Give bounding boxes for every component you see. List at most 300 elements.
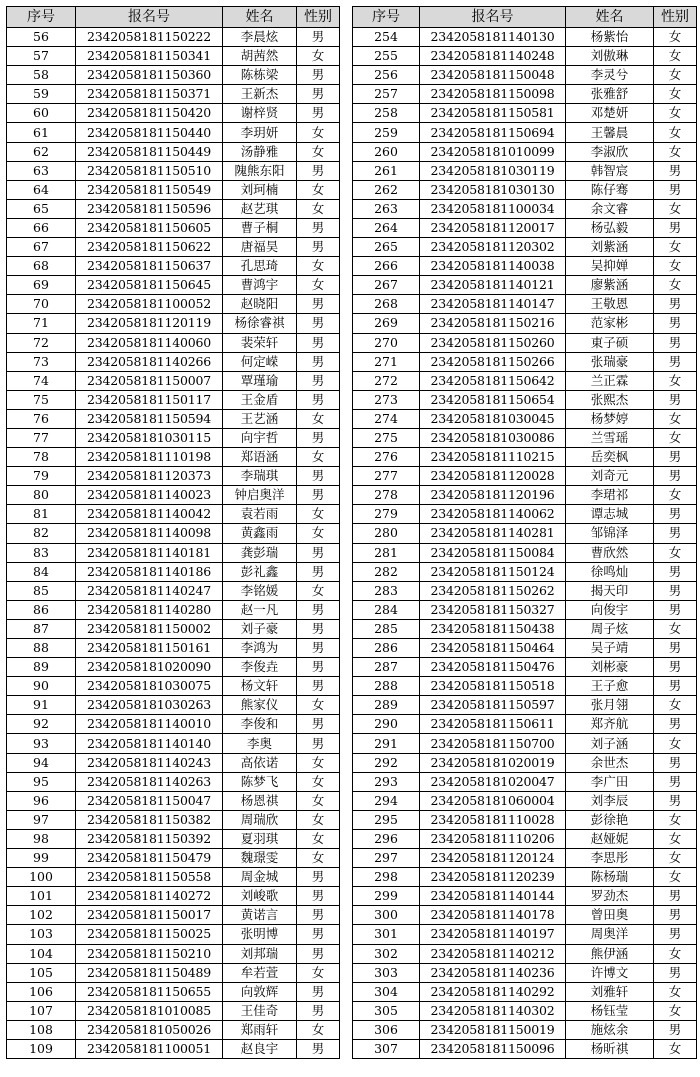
gender-cell: 女 xyxy=(654,104,697,123)
table-row xyxy=(7,409,340,428)
table-row xyxy=(353,1001,697,1020)
name-cell: 曹子桐 xyxy=(223,218,297,237)
gender-cell: 男 xyxy=(297,734,340,753)
name-cell: 兰正霖 xyxy=(566,371,654,390)
reg-no-cell: 2342058181150392 xyxy=(76,829,223,848)
table-header-left xyxy=(7,7,340,28)
reg-no-cell: 2342058181150117 xyxy=(76,390,223,409)
reg-no-cell: 2342058181140212 xyxy=(420,944,566,963)
gender-cell: 女 xyxy=(654,66,697,85)
seq-cell: 74 xyxy=(7,371,76,390)
reg-no-cell: 2342058181030130 xyxy=(420,180,566,199)
table-row xyxy=(7,849,340,868)
seq-cell: 300 xyxy=(353,906,420,925)
name-cell: 吴子靖 xyxy=(566,639,654,658)
name-cell: 彭徐艳 xyxy=(566,810,654,829)
gender-cell: 女 xyxy=(297,257,340,276)
gender-cell: 女 xyxy=(297,696,340,715)
gender-cell: 男 xyxy=(297,486,340,505)
table-row xyxy=(353,352,697,371)
gender-cell: 男 xyxy=(297,868,340,887)
reg-no-cell: 2342058181150017 xyxy=(76,906,223,925)
gender-cell: 男 xyxy=(297,639,340,658)
reg-no-cell: 2342058181140266 xyxy=(76,352,223,371)
table-row xyxy=(353,696,697,715)
seq-cell: 254 xyxy=(353,28,420,47)
table-row xyxy=(7,218,340,237)
name-cell: 王艺涵 xyxy=(223,409,297,428)
gender-cell: 女 xyxy=(297,791,340,810)
reg-no-cell: 2342058181150581 xyxy=(420,104,566,123)
reg-no-cell: 2342058181150007 xyxy=(76,371,223,390)
seq-cell: 105 xyxy=(7,963,76,982)
gender-cell: 男 xyxy=(297,314,340,333)
table-row xyxy=(353,619,697,638)
name-cell: 周奥洋 xyxy=(566,925,654,944)
reg-no-cell: 2342058181100052 xyxy=(76,295,223,314)
reg-no-cell: 2342058181120017 xyxy=(420,218,566,237)
gender-cell: 男 xyxy=(654,180,697,199)
table-row xyxy=(353,925,697,944)
name-cell: 周金城 xyxy=(223,868,297,887)
name-cell: 裴荣轩 xyxy=(223,333,297,352)
table-row xyxy=(7,543,340,562)
reg-no-cell: 2342058181150622 xyxy=(76,238,223,257)
gender-cell: 男 xyxy=(654,314,697,333)
table-row xyxy=(353,28,697,47)
gender-cell: 男 xyxy=(654,352,697,371)
name-cell: 张瑞豪 xyxy=(566,352,654,371)
table-row xyxy=(7,28,340,47)
reg-no-cell: 2342058181120028 xyxy=(420,467,566,486)
seq-cell: 286 xyxy=(353,639,420,658)
seq-cell: 267 xyxy=(353,276,420,295)
gender-cell: 女 xyxy=(297,810,340,829)
table-row xyxy=(353,467,697,486)
table-row xyxy=(353,829,697,848)
table-row xyxy=(7,180,340,199)
name-cell: 向敦辉 xyxy=(223,982,297,1001)
gender-cell: 男 xyxy=(654,295,697,314)
name-cell: 袁若雨 xyxy=(223,505,297,524)
table-row xyxy=(353,581,697,600)
name-cell: 李鸿为 xyxy=(223,639,297,658)
gender-cell: 女 xyxy=(654,849,697,868)
table-row xyxy=(353,562,697,581)
table-row xyxy=(7,753,340,772)
name-cell: 刘李辰 xyxy=(566,791,654,810)
gender-cell: 男 xyxy=(654,1020,697,1039)
seq-cell: 95 xyxy=(7,772,76,791)
reg-no-cell: 2342058181110206 xyxy=(420,829,566,848)
gender-cell: 男 xyxy=(654,677,697,696)
reg-no-cell: 2342058181140248 xyxy=(420,47,566,66)
reg-no-cell: 2342058181120239 xyxy=(420,868,566,887)
seq-cell: 280 xyxy=(353,524,420,543)
reg-no-cell: 2342058181030115 xyxy=(76,428,223,447)
name-cell: 曹欣然 xyxy=(566,543,654,562)
table-row xyxy=(7,295,340,314)
name-cell: 岳奕枫 xyxy=(566,448,654,467)
seq-cell: 69 xyxy=(7,276,76,295)
gender-cell: 女 xyxy=(297,772,340,791)
gender-cell: 女 xyxy=(654,543,697,562)
reg-no-cell: 2342058181140038 xyxy=(420,257,566,276)
reg-no-cell: 2342058181100034 xyxy=(420,199,566,218)
seq-cell: 279 xyxy=(353,505,420,524)
table-row xyxy=(353,982,697,1001)
table-row xyxy=(353,142,697,161)
name-cell: 赵良宇 xyxy=(223,1039,297,1058)
header-seq: 序号 xyxy=(7,7,76,28)
name-cell: 王金盾 xyxy=(223,390,297,409)
gender-cell: 男 xyxy=(297,887,340,906)
reg-no-cell: 2342058181140042 xyxy=(76,505,223,524)
seq-cell: 67 xyxy=(7,238,76,257)
reg-no-cell: 2342058181150260 xyxy=(420,333,566,352)
gender-cell: 女 xyxy=(297,180,340,199)
seq-cell: 264 xyxy=(353,218,420,237)
reg-no-cell: 2342058181140010 xyxy=(76,715,223,734)
reg-no-cell: 2342058181140098 xyxy=(76,524,223,543)
seq-cell: 109 xyxy=(7,1039,76,1058)
seq-cell: 285 xyxy=(353,619,420,638)
reg-no-cell: 2342058181140147 xyxy=(420,295,566,314)
seq-cell: 61 xyxy=(7,123,76,142)
table-row xyxy=(7,982,340,1001)
seq-cell: 276 xyxy=(353,448,420,467)
name-cell: 陈仔骞 xyxy=(566,180,654,199)
gender-cell: 女 xyxy=(654,1001,697,1020)
name-cell: 揭天印 xyxy=(566,581,654,600)
reg-no-cell: 2342058181150047 xyxy=(76,791,223,810)
gender-cell: 男 xyxy=(654,715,697,734)
seq-cell: 262 xyxy=(353,180,420,199)
name-cell: 刘邦瑞 xyxy=(223,944,297,963)
name-cell: 隗熊东阳 xyxy=(223,161,297,180)
reg-no-cell: 2342058181110215 xyxy=(420,448,566,467)
seq-cell: 303 xyxy=(353,963,420,982)
name-cell: 黄鑫雨 xyxy=(223,524,297,543)
reg-no-cell: 2342058181150655 xyxy=(76,982,223,1001)
table-row xyxy=(353,658,697,677)
seq-cell: 307 xyxy=(353,1039,420,1058)
reg-no-cell: 2342058181150464 xyxy=(420,639,566,658)
name-cell: 杨弘毅 xyxy=(566,218,654,237)
name-cell: 韩智宸 xyxy=(566,161,654,180)
seq-cell: 77 xyxy=(7,428,76,447)
gender-cell: 男 xyxy=(654,887,697,906)
name-cell: 曾田奥 xyxy=(566,906,654,925)
seq-cell: 282 xyxy=(353,562,420,581)
gender-cell: 男 xyxy=(297,925,340,944)
table-row xyxy=(353,66,697,85)
table-row xyxy=(7,467,340,486)
reg-no-cell: 2342058181010099 xyxy=(420,142,566,161)
table-row xyxy=(7,925,340,944)
gender-cell: 男 xyxy=(297,28,340,47)
reg-no-cell: 2342058181150489 xyxy=(76,963,223,982)
table-row xyxy=(7,562,340,581)
table-row xyxy=(7,123,340,142)
seq-cell: 260 xyxy=(353,142,420,161)
reg-no-cell: 2342058181150594 xyxy=(76,409,223,428)
seq-cell: 287 xyxy=(353,658,420,677)
gender-cell: 男 xyxy=(654,791,697,810)
table-row xyxy=(7,428,340,447)
name-cell: 向俊宇 xyxy=(566,600,654,619)
table-row xyxy=(353,161,697,180)
name-cell: 余文睿 xyxy=(566,199,654,218)
gender-cell: 女 xyxy=(654,1039,697,1058)
table-row xyxy=(7,352,340,371)
table-row xyxy=(353,524,697,543)
gender-cell: 男 xyxy=(654,161,697,180)
gender-cell: 男 xyxy=(297,677,340,696)
table-row xyxy=(7,639,340,658)
seq-cell: 81 xyxy=(7,505,76,524)
name-cell: 施炫余 xyxy=(566,1020,654,1039)
seq-cell: 79 xyxy=(7,467,76,486)
gender-cell: 女 xyxy=(654,810,697,829)
gender-cell: 男 xyxy=(297,390,340,409)
name-cell: 何定嵘 xyxy=(223,352,297,371)
table-row xyxy=(7,868,340,887)
table-row xyxy=(353,639,697,658)
name-cell: 李铭媛 xyxy=(223,581,297,600)
seq-cell: 297 xyxy=(353,849,420,868)
table-row xyxy=(7,314,340,333)
reg-no-cell: 2342058181150098 xyxy=(420,85,566,104)
name-cell: 周子炫 xyxy=(566,619,654,638)
table-row xyxy=(353,199,697,218)
name-cell: 李晨炫 xyxy=(223,28,297,47)
seq-cell: 93 xyxy=(7,734,76,753)
name-cell: 刘紫涵 xyxy=(566,238,654,257)
name-cell: 杨昕祺 xyxy=(566,1039,654,1058)
name-cell: 王馨晨 xyxy=(566,123,654,142)
gender-cell: 女 xyxy=(654,123,697,142)
table-row xyxy=(353,944,697,963)
seq-cell: 64 xyxy=(7,180,76,199)
gender-cell: 女 xyxy=(654,734,697,753)
reg-no-cell: 2342058181150700 xyxy=(420,734,566,753)
table-row xyxy=(7,104,340,123)
gender-cell: 男 xyxy=(654,562,697,581)
name-cell: 黄诺言 xyxy=(223,906,297,925)
table-row xyxy=(353,772,697,791)
reg-no-cell: 2342058181150637 xyxy=(76,257,223,276)
table-row xyxy=(353,409,697,428)
reg-no-cell: 2342058181140062 xyxy=(420,505,566,524)
table-row xyxy=(7,581,340,600)
name-cell: 高依诺 xyxy=(223,753,297,772)
name-cell: 李思彤 xyxy=(566,849,654,868)
name-cell: 刘珂楠 xyxy=(223,180,297,199)
reg-no-cell: 2342058181140302 xyxy=(420,1001,566,1020)
seq-cell: 265 xyxy=(353,238,420,257)
seq-cell: 84 xyxy=(7,562,76,581)
seq-cell: 283 xyxy=(353,581,420,600)
table-row xyxy=(353,276,697,295)
reg-no-cell: 2342058181030075 xyxy=(76,677,223,696)
name-cell: 熊伊涵 xyxy=(566,944,654,963)
name-cell: 杨梦婷 xyxy=(566,409,654,428)
gender-cell: 男 xyxy=(297,658,340,677)
gender-cell: 男 xyxy=(297,906,340,925)
gender-cell: 男 xyxy=(297,161,340,180)
name-cell: 牟若萱 xyxy=(223,963,297,982)
gender-cell: 男 xyxy=(654,963,697,982)
table-row xyxy=(353,238,697,257)
gender-cell: 女 xyxy=(654,428,697,447)
table-row xyxy=(353,85,697,104)
table-row xyxy=(7,887,340,906)
reg-no-cell: 2342058181150654 xyxy=(420,390,566,409)
name-cell: 刘彬豪 xyxy=(566,658,654,677)
name-cell: 罗劲杰 xyxy=(566,887,654,906)
name-cell: 刘雅轩 xyxy=(566,982,654,1001)
name-cell: 李玥妍 xyxy=(223,123,297,142)
seq-cell: 261 xyxy=(353,161,420,180)
table-row xyxy=(353,390,697,409)
name-cell: 张月翎 xyxy=(566,696,654,715)
reg-no-cell: 2342058181140280 xyxy=(76,600,223,619)
gender-cell: 女 xyxy=(654,371,697,390)
reg-no-cell: 2342058181150479 xyxy=(76,849,223,868)
gender-cell: 男 xyxy=(297,218,340,237)
seq-cell: 98 xyxy=(7,829,76,848)
gender-cell: 男 xyxy=(297,715,340,734)
gender-cell: 男 xyxy=(654,467,697,486)
reg-no-cell: 2342058181020047 xyxy=(420,772,566,791)
table-row xyxy=(353,677,697,696)
name-cell: 李灵兮 xyxy=(566,66,654,85)
table-row xyxy=(7,696,340,715)
table-row xyxy=(353,887,697,906)
table-row xyxy=(7,390,340,409)
gender-cell: 男 xyxy=(654,658,697,677)
gender-cell: 女 xyxy=(654,944,697,963)
table-row xyxy=(353,314,697,333)
seq-cell: 101 xyxy=(7,887,76,906)
table-row xyxy=(7,944,340,963)
table-row xyxy=(353,448,697,467)
table-row xyxy=(7,734,340,753)
reg-no-cell: 2342058181030045 xyxy=(420,409,566,428)
seq-cell: 57 xyxy=(7,47,76,66)
reg-no-cell: 2342058181150449 xyxy=(76,142,223,161)
name-cell: 杨徐睿祺 xyxy=(223,314,297,333)
seq-cell: 288 xyxy=(353,677,420,696)
gender-cell: 男 xyxy=(654,772,697,791)
seq-cell: 289 xyxy=(353,696,420,715)
reg-no-cell: 2342058181020019 xyxy=(420,753,566,772)
gender-cell: 女 xyxy=(654,619,697,638)
reg-no-cell: 2342058181120119 xyxy=(76,314,223,333)
seq-cell: 91 xyxy=(7,696,76,715)
gender-cell: 女 xyxy=(297,409,340,428)
table-row xyxy=(7,600,340,619)
table-row xyxy=(7,524,340,543)
seq-cell: 94 xyxy=(7,753,76,772)
seq-cell: 294 xyxy=(353,791,420,810)
table-body-left xyxy=(7,28,340,1059)
name-cell: 郑语涵 xyxy=(223,448,297,467)
name-cell: 吴抑婵 xyxy=(566,257,654,276)
table-row xyxy=(7,85,340,104)
table-row xyxy=(353,333,697,352)
gender-cell: 男 xyxy=(297,543,340,562)
gender-cell: 女 xyxy=(654,85,697,104)
name-cell: 赵晓阳 xyxy=(223,295,297,314)
table-row xyxy=(7,199,340,218)
reg-no-cell: 2342058181140060 xyxy=(76,333,223,352)
gender-cell: 男 xyxy=(654,524,697,543)
gender-cell: 女 xyxy=(654,982,697,1001)
name-cell: 陈梦飞 xyxy=(223,772,297,791)
table-row xyxy=(7,142,340,161)
seq-cell: 268 xyxy=(353,295,420,314)
name-cell: 王新杰 xyxy=(223,85,297,104)
reg-no-cell: 2342058181020090 xyxy=(76,658,223,677)
seq-cell: 59 xyxy=(7,85,76,104)
table-row xyxy=(353,715,697,734)
gender-cell: 男 xyxy=(654,505,697,524)
gender-cell: 男 xyxy=(297,562,340,581)
name-cell: 刘奇元 xyxy=(566,467,654,486)
gender-cell: 男 xyxy=(297,371,340,390)
header-reg-no: 报名号 xyxy=(76,7,223,28)
seq-cell: 299 xyxy=(353,887,420,906)
seq-cell: 65 xyxy=(7,199,76,218)
seq-cell: 82 xyxy=(7,524,76,543)
reg-no-cell: 2342058181140247 xyxy=(76,581,223,600)
name-cell: 许博文 xyxy=(566,963,654,982)
name-cell: 邓楚妍 xyxy=(566,104,654,123)
seq-cell: 298 xyxy=(353,868,420,887)
seq-cell: 102 xyxy=(7,906,76,925)
reg-no-cell: 2342058181140263 xyxy=(76,772,223,791)
name-cell: 谢梓贤 xyxy=(223,104,297,123)
table-row xyxy=(7,906,340,925)
name-cell: 张熙杰 xyxy=(566,390,654,409)
gender-cell: 男 xyxy=(654,639,697,658)
table-row xyxy=(353,810,697,829)
table-row xyxy=(353,543,697,562)
table-row xyxy=(7,257,340,276)
seq-cell: 87 xyxy=(7,619,76,638)
reg-no-cell: 2342058181140023 xyxy=(76,486,223,505)
seq-cell: 62 xyxy=(7,142,76,161)
reg-no-cell: 2342058181060004 xyxy=(420,791,566,810)
seq-cell: 63 xyxy=(7,161,76,180)
table-row xyxy=(353,47,697,66)
gender-cell: 女 xyxy=(297,47,340,66)
name-cell: 张明博 xyxy=(223,925,297,944)
gender-cell: 女 xyxy=(297,448,340,467)
table-row xyxy=(353,600,697,619)
name-cell: 谭志城 xyxy=(566,505,654,524)
seq-cell: 275 xyxy=(353,428,420,447)
reg-no-cell: 2342058181150341 xyxy=(76,47,223,66)
gender-cell: 男 xyxy=(654,390,697,409)
gender-cell: 男 xyxy=(297,428,340,447)
name-cell: 李淑欣 xyxy=(566,142,654,161)
gender-cell: 男 xyxy=(297,295,340,314)
seq-cell: 96 xyxy=(7,791,76,810)
seq-cell: 278 xyxy=(353,486,420,505)
